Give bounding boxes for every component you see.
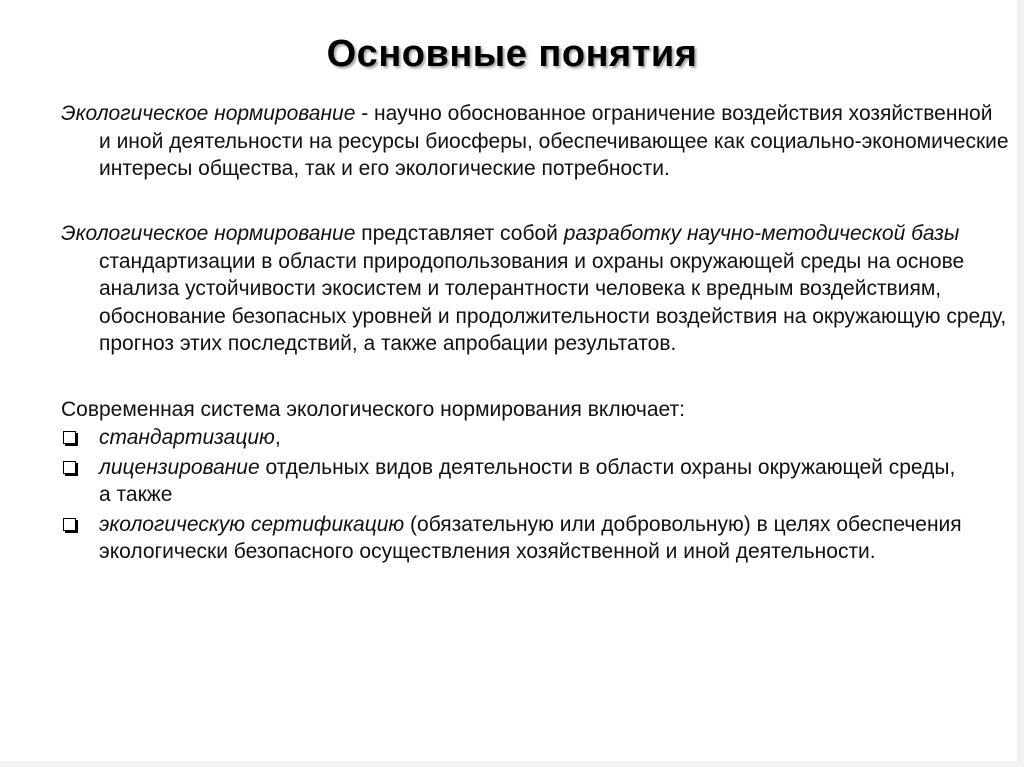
slide-edge-bottom bbox=[0, 761, 1024, 767]
list-item bbox=[61, 511, 971, 566]
checkbox-square-icon bbox=[63, 518, 76, 531]
list-item-text: отдельных видов деятельности в области охраны окружающей среды, а также bbox=[99, 455, 956, 506]
description-text-c: стандартизации в области природопользования и охраны окружающей среды на основе анализа устойчивости экосистем и толерантности человека к вредным воздействиям, обоснование безопасных уровней и продолжительности воздействия на окружающую среду, прогноз этих последствий, а также апробации результатов. bbox=[99, 249, 1007, 355]
description-paragraph bbox=[61, 220, 1009, 358]
description-italic: разработку научно-методической базы bbox=[563, 222, 960, 245]
slide-edge-right bbox=[1017, 0, 1024, 767]
components-list bbox=[61, 424, 971, 566]
checkbox-square-icon bbox=[63, 431, 76, 444]
term-italic: Экологическое нормирование bbox=[61, 222, 356, 245]
description-text-a: представляет собой bbox=[355, 222, 564, 245]
list-item-text: (обязательную или добровольную) в целях обеспечения экологически безопасного осуществления хозяйственной и иной деятельности. bbox=[99, 512, 962, 563]
system-intro-paragraph: Современная система экологического нормирования включает: bbox=[61, 398, 685, 421]
term-italic: Экологическое нормирование bbox=[61, 102, 356, 125]
checkbox-square-icon bbox=[63, 461, 76, 474]
list-item-italic: лицензирование bbox=[99, 455, 260, 479]
definition-paragraph bbox=[61, 100, 1009, 183]
list-item-italic: экологическую сертификацию bbox=[99, 512, 405, 536]
list-item-text: , bbox=[274, 426, 281, 449]
slide-title: Основные понятия bbox=[326, 33, 698, 75]
list-item-italic: стандартизацию bbox=[99, 426, 275, 449]
definition-text: - научно обоснованное ограничение воздействия хозяйственной и иной деятельности на ресурсы биосферы, обеспечивающее как социально-экономические интересы общества, так и его экологические потребности. bbox=[99, 102, 1009, 180]
list-item bbox=[61, 424, 971, 452]
list-item bbox=[61, 454, 971, 509]
